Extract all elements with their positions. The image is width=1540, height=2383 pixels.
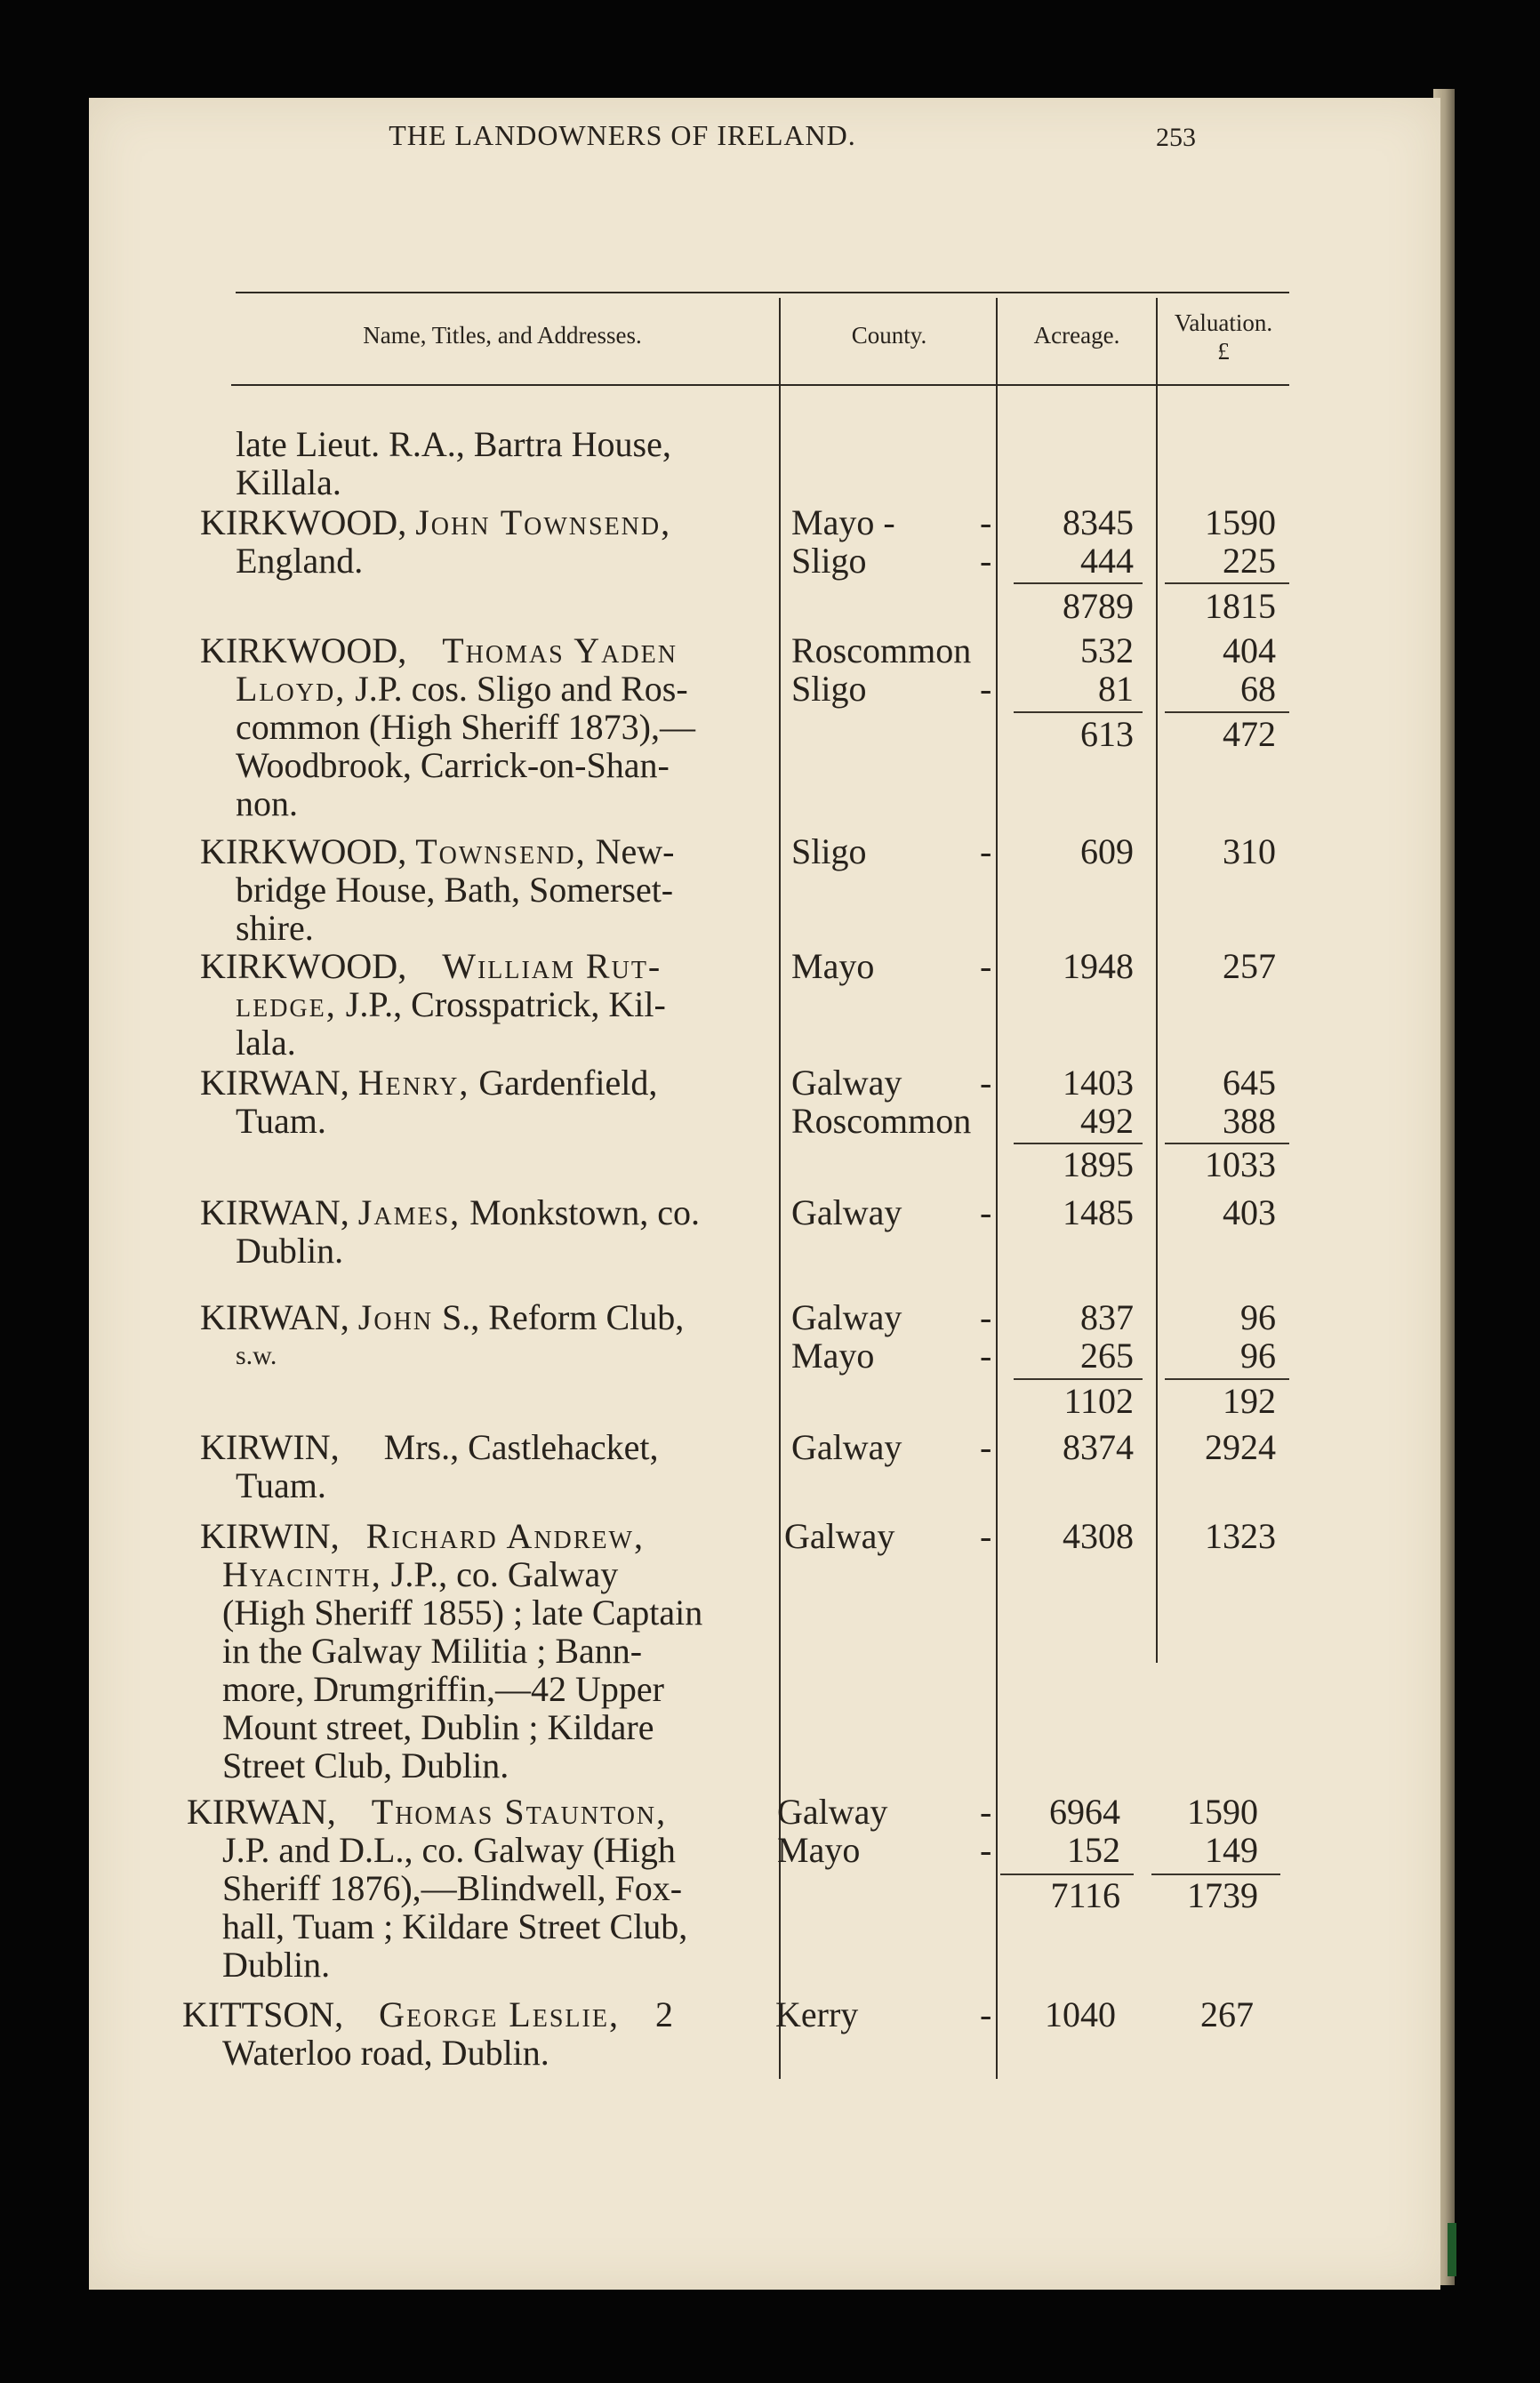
entry-given-names: William Rut- <box>442 946 662 986</box>
entry-name-line <box>200 1428 658 1466</box>
entry-total-acreage: 7116 <box>1050 1875 1120 1915</box>
entry-name-line <box>200 503 671 542</box>
entry-total-valuation: 192 <box>1223 1381 1276 1421</box>
header-top-rule <box>236 292 1289 293</box>
entry-acreage: 6964 <box>1049 1792 1120 1832</box>
entry-text-line: hall, Tuam ; Kildare Street Club, <box>222 1906 688 1946</box>
entry-text-line <box>236 985 666 1023</box>
entry-text-line: England. <box>236 541 364 581</box>
entry-address: Gardenfield, <box>478 1063 658 1103</box>
entry-text-line: Tuam. <box>236 1465 326 1505</box>
entry-text-line: lala. <box>236 1023 296 1063</box>
entry-given-names: Lloyd, <box>236 669 347 709</box>
entry-address: Monkstown, co. <box>469 1192 701 1232</box>
entry-surname: KIRKWOOD, <box>200 831 407 871</box>
entry-name-line <box>200 832 674 871</box>
entry-given-names: George Leslie, <box>379 1994 620 2034</box>
entry-county-dash: - <box>980 1994 992 2034</box>
entry-county: Kerry <box>775 1994 859 2034</box>
entry-text-line: bridge House, Bath, Somerset- <box>236 870 674 910</box>
entry-given-names: Hyacinth, <box>222 1554 382 1594</box>
entry-county: Roscommon <box>791 1101 972 1141</box>
entry-county-dash: - <box>980 1336 992 1376</box>
entry-county-dash: - <box>980 1192 992 1232</box>
entry-given-names: Richard Andrew, <box>365 1516 645 1556</box>
entry-given-names: Thomas Yaden <box>442 630 678 670</box>
entry-surname: KIRWAN, <box>200 1297 349 1337</box>
entry-surname: KITTSON, <box>182 1994 344 2034</box>
entry-address: New- <box>595 831 675 871</box>
entry-name-line <box>200 947 662 985</box>
total-rule <box>1014 1378 1143 1380</box>
entry-name-line <box>200 631 678 670</box>
entry-text-line: late Lieut. R.A., Bartra House, <box>236 424 671 464</box>
entry-surname: KIRKWOOD, <box>200 502 407 542</box>
column-header-acreage: Acreage. <box>1033 322 1120 349</box>
entry-name-line <box>200 1063 657 1102</box>
entry-total-valuation: 1739 <box>1187 1875 1258 1915</box>
entry-county-dash: - <box>980 1427 992 1467</box>
entry-acreage: 1040 <box>1045 1994 1116 2034</box>
entry-valuation: 1323 <box>1205 1516 1276 1556</box>
entry-address: 2 <box>654 1994 673 2034</box>
entry-acreage: 492 <box>1080 1101 1134 1141</box>
entry-county: Sligo <box>791 669 867 709</box>
entry-acreage: 8374 <box>1063 1427 1134 1467</box>
entry-name-line <box>187 1793 667 1831</box>
entry-valuation: 96 <box>1240 1297 1276 1337</box>
entry-acreage: 8345 <box>1063 502 1134 542</box>
entry-valuation: 68 <box>1240 669 1276 709</box>
entry-acreage: 444 <box>1080 541 1134 581</box>
entry-text-line: Woodbrook, Carrick-on-Shan- <box>236 745 670 785</box>
entry-county: Roscommon <box>791 630 972 670</box>
entry-address: J.P., co. Galway <box>390 1554 619 1594</box>
column-header-name: Name, Titles, and Addresses. <box>363 322 642 349</box>
entry-county: Galway <box>791 1063 902 1103</box>
entry-text-line: Killala. <box>236 462 341 502</box>
entry-valuation: 257 <box>1223 946 1276 986</box>
entry-text-line: Tuam. <box>236 1101 326 1141</box>
entry-acreage: 4308 <box>1063 1516 1134 1556</box>
column-header-county: County. <box>851 322 927 349</box>
entry-total-acreage: 613 <box>1080 714 1134 754</box>
entry-total-valuation: 1033 <box>1205 1144 1276 1184</box>
entry-text-line: Dublin. <box>236 1231 344 1271</box>
entry-text-line <box>222 1555 618 1593</box>
total-rule <box>1014 582 1143 584</box>
entry-county: Galway <box>791 1192 902 1232</box>
entry-valuation: 404 <box>1223 630 1276 670</box>
entry-county-dash: - <box>980 946 992 986</box>
entry-acreage: 609 <box>1080 831 1134 871</box>
entry-valuation: 96 <box>1240 1336 1276 1376</box>
entry-valuation: 388 <box>1223 1101 1276 1141</box>
entry-valuation: 149 <box>1205 1830 1258 1870</box>
entry-total-acreage: 8789 <box>1063 586 1134 626</box>
entry-valuation: 225 <box>1223 541 1276 581</box>
entry-given-names: Thomas Staunton, <box>371 1792 668 1832</box>
entry-text-line: Sheriff 1876),—Blindwell, Fox- <box>222 1868 683 1908</box>
entry-county-dash: - <box>980 669 992 709</box>
column-divider-valuation <box>1156 298 1158 1663</box>
entry-text-line: Mount street, Dublin ; Kildare <box>222 1707 654 1747</box>
entry-valuation: 403 <box>1223 1192 1276 1232</box>
entry-valuation: 310 <box>1223 831 1276 871</box>
entry-county-dash: - <box>980 831 992 871</box>
entry-given-names: James, <box>357 1192 461 1232</box>
entry-county: Mayo <box>791 1336 875 1376</box>
entry-name-line <box>182 1995 673 2034</box>
entry-name-line <box>200 1517 645 1555</box>
entry-total-acreage: 1895 <box>1063 1144 1134 1184</box>
entry-surname: KIRWAN, <box>187 1792 336 1832</box>
entry-county-dash: - <box>980 541 992 581</box>
entry-acreage: 1485 <box>1063 1192 1134 1232</box>
entry-county: Galway <box>791 1297 902 1337</box>
entry-county-dash: - <box>980 1830 992 1870</box>
entry-county-dash: - <box>980 502 992 542</box>
entry-acreage: 265 <box>1080 1336 1134 1376</box>
total-rule <box>1165 1378 1289 1380</box>
entry-acreage: 152 <box>1067 1830 1120 1870</box>
entry-county: Galway <box>791 1427 902 1467</box>
entry-valuation: 267 <box>1200 1994 1254 2034</box>
entry-text-line: J.P. and D.L., co. Galway (High <box>222 1830 676 1870</box>
entry-county: Sligo <box>791 541 867 581</box>
page-number: 253 <box>1156 123 1196 152</box>
entry-text-line: common (High Sheriff 1873),— <box>236 707 695 747</box>
entry-valuation: 645 <box>1223 1063 1276 1103</box>
entry-given-names: ledge, <box>236 984 337 1024</box>
entry-address: J.P. cos. Sligo and Ros- <box>355 669 688 709</box>
entry-valuation: 2924 <box>1205 1427 1276 1467</box>
entry-county: Galway <box>784 1516 895 1556</box>
entry-county: Mayo <box>791 946 875 986</box>
entry-surname: KIRWAN, <box>200 1192 349 1232</box>
entry-county: Sligo <box>791 831 867 871</box>
entry-text-line: Waterloo road, Dublin. <box>222 2033 549 2073</box>
entry-name-line <box>200 1193 700 1232</box>
entry-text-line: in the Galway Militia ; Bann- <box>222 1631 643 1671</box>
entry-acreage: 532 <box>1080 630 1134 670</box>
total-rule <box>1165 582 1289 584</box>
entry-county-dash: - <box>980 1792 992 1832</box>
entry-valuation: 1590 <box>1187 1792 1258 1832</box>
entry-county-dash: - <box>980 1063 992 1103</box>
entry-total-valuation: 472 <box>1223 714 1276 754</box>
entry-acreage: 1403 <box>1063 1063 1134 1103</box>
entry-address: Mrs., Castlehacket, <box>383 1427 659 1467</box>
entry-surname: KIRWIN, <box>200 1427 340 1467</box>
entry-surname: KIRKWOOD, <box>200 630 407 670</box>
total-rule <box>1014 711 1143 713</box>
entry-text-line: more, Drumgriffin,—42 Upper <box>222 1669 664 1709</box>
running-title: THE LANDOWNERS OF IRELAND. <box>389 119 856 151</box>
entry-given-names: Henry, <box>357 1063 470 1103</box>
entry-surname: KIRWAN, <box>200 1063 349 1103</box>
total-rule <box>1165 711 1289 713</box>
entry-address: J.P., Crosspatrick, Kil- <box>345 984 666 1024</box>
entry-surname: KIRWIN, <box>200 1516 340 1556</box>
entry-text-line: s.w. <box>236 1341 277 1370</box>
entry-text-line: Street Club, Dublin. <box>222 1745 509 1785</box>
entry-acreage: 81 <box>1098 669 1134 709</box>
entry-text-line: shire. <box>236 908 314 948</box>
entry-text-line: Dublin. <box>222 1945 331 1985</box>
entry-text-line: non. <box>236 783 298 823</box>
entry-total-valuation: 1815 <box>1205 586 1276 626</box>
entry-name-line <box>200 1298 684 1336</box>
entry-county: Mayo <box>777 1830 861 1870</box>
entry-total-acreage: 1102 <box>1063 1381 1134 1421</box>
entry-county: Mayo - <box>791 502 895 542</box>
column-header-valuation-unit: £ <box>1217 338 1230 365</box>
page-edge-marker <box>1448 2223 1456 2276</box>
entry-given-names: John Townsend, <box>415 502 672 542</box>
entry-county-dash: - <box>980 1297 992 1337</box>
header-bottom-rule <box>231 384 1289 386</box>
entry-text-line: (High Sheriff 1855) ; late Captain <box>222 1593 703 1633</box>
entry-acreage: 1948 <box>1063 946 1134 986</box>
entry-county-dash: - <box>980 1516 992 1556</box>
entry-county: Galway <box>777 1792 888 1832</box>
entry-given-names: John <box>357 1297 434 1337</box>
entry-address: S., Reform Club, <box>442 1297 685 1337</box>
entry-acreage: 837 <box>1080 1297 1134 1337</box>
entry-text-line <box>236 670 688 708</box>
entry-valuation: 1590 <box>1205 502 1276 542</box>
entry-surname: KIRKWOOD, <box>200 946 407 986</box>
entry-given-names: Townsend, <box>415 831 587 871</box>
column-header-valuation: Valuation. <box>1174 309 1273 336</box>
